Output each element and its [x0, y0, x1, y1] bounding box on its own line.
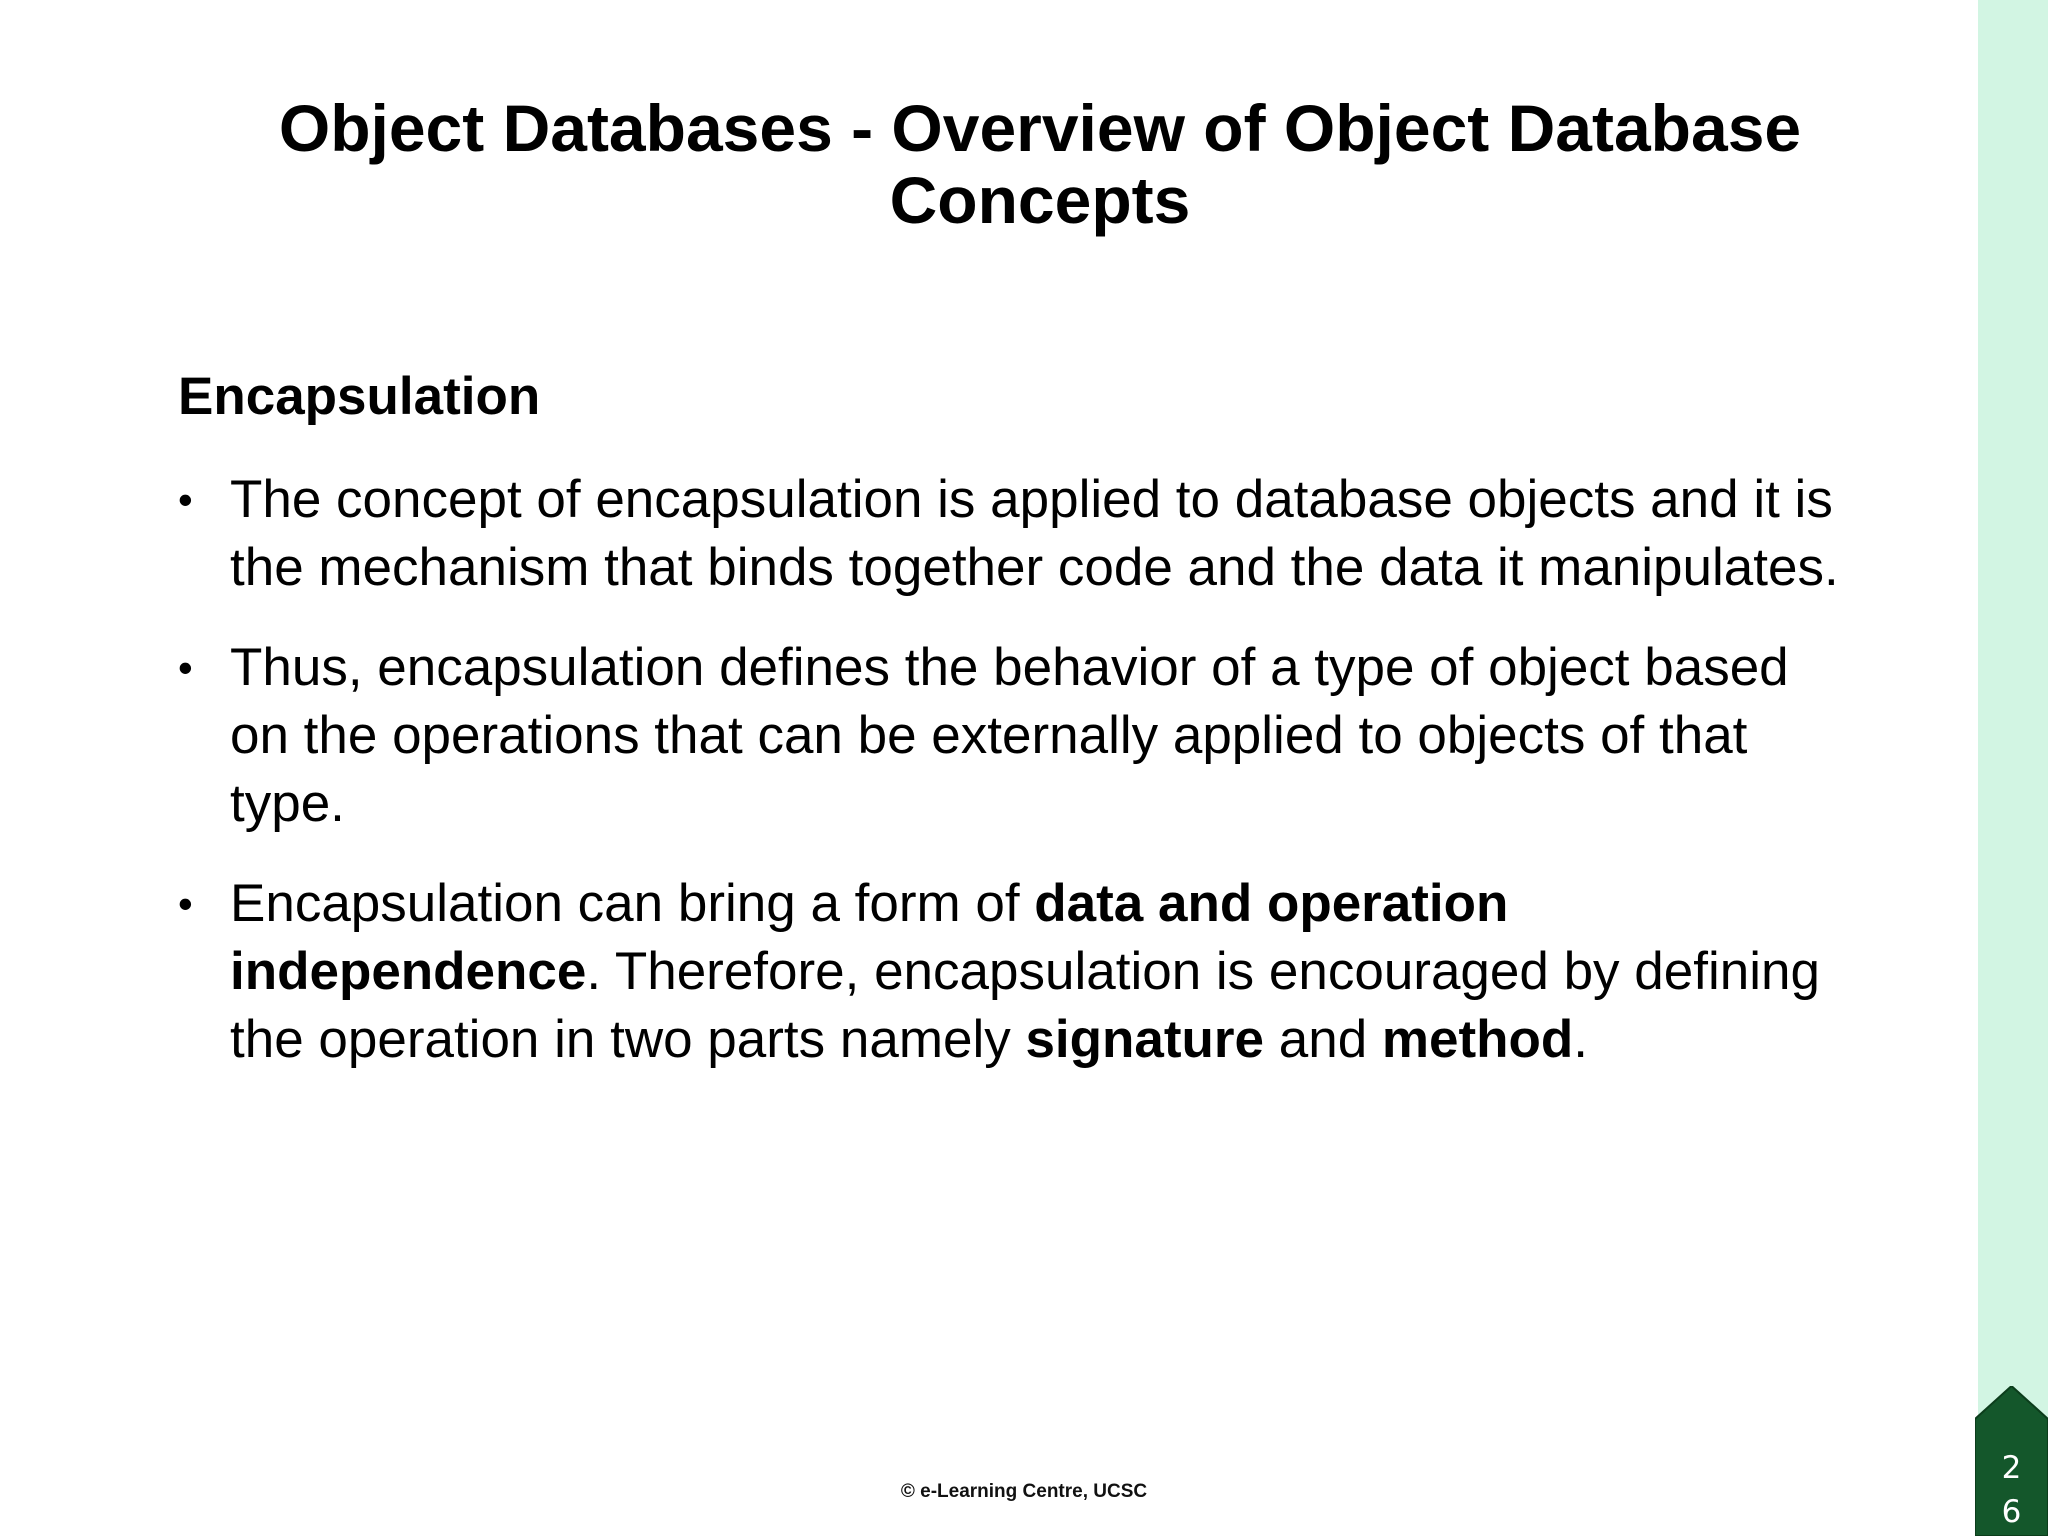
bullet-item: [178, 870, 1858, 1074]
bullet-marker: •: [178, 880, 193, 927]
bullet-text-segment: Encapsulation can bring a form of: [230, 874, 1035, 933]
bullet-emphasis: data and operation independence: [230, 874, 1509, 1001]
page-number-digit: 2: [2001, 1450, 2022, 1486]
bullet-item: [178, 634, 1858, 838]
bullet-emphasis: method: [1381, 1010, 1574, 1069]
bullet-text-segment: .: [1573, 1010, 1589, 1069]
bullet-text: The concept of encapsulation is applied to database objects and it is the mechanism that binds together code and the data it manipulates.: [230, 470, 1839, 597]
slide-title-line-1: Object Databases - Overview of Object Database: [278, 91, 1802, 165]
bullet-item: [178, 466, 1858, 602]
section-heading: Encapsulation: [178, 367, 541, 426]
slide-title: [180, 92, 1900, 236]
bullet-text: [230, 874, 1820, 1069]
bullet-text-segment: . Therefore, encapsulation is encouraged by defining the operation in two parts namely: [230, 942, 1820, 1069]
page-number-digit: 6: [2001, 1494, 2022, 1530]
bullet-text: Thus, encapsulation defines the behavior of a type of object based on the operations that can be externally applied to objects of that type.: [230, 638, 1789, 833]
page-number: [1975, 1446, 2048, 1534]
bullet-marker: •: [178, 644, 193, 691]
slide-title-line-2: Concepts: [889, 163, 1191, 237]
bullet-list: [178, 466, 1858, 1106]
side-band: [1978, 0, 2048, 1536]
page-number-badge: [1975, 1386, 2048, 1536]
bullet-emphasis: signature: [1025, 1010, 1265, 1069]
bullet-marker: •: [178, 476, 193, 523]
copyright-footer: © e-Learning Centre, UCSC: [900, 1481, 1148, 1502]
bullet-text-segment: and: [1264, 1010, 1382, 1069]
